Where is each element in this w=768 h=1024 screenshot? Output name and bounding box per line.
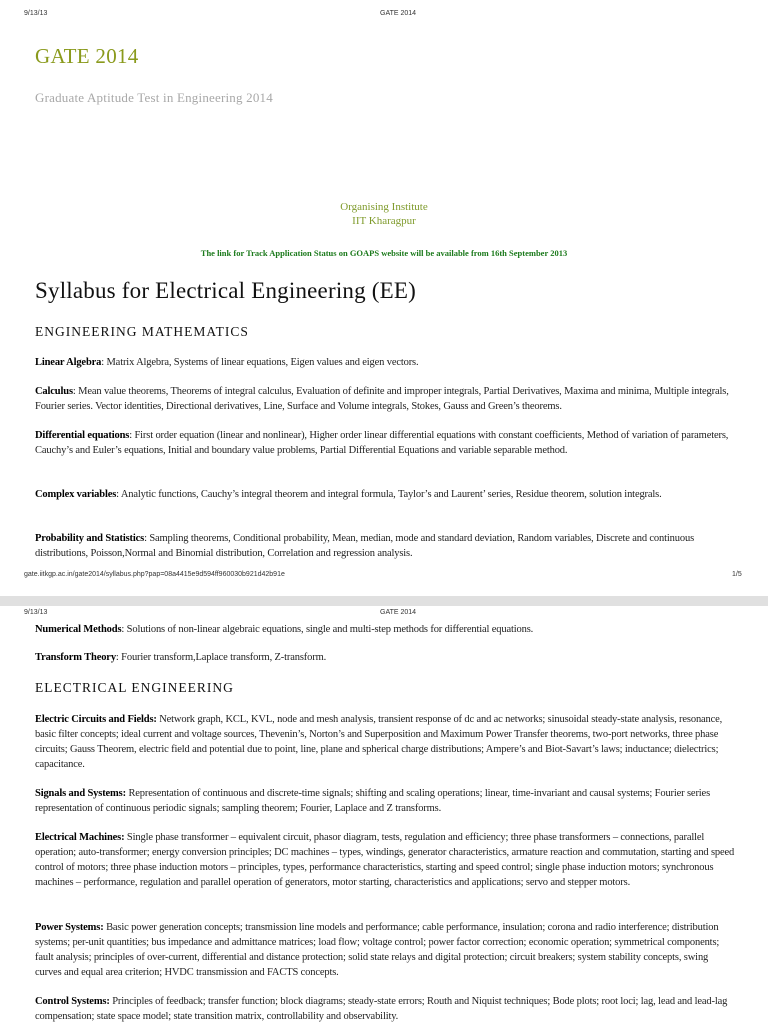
topic-text: Basic power generation concepts; transmission line models and performance; cable performance, insulation; corona and radio interference; distribution systems; per-unit quantities; bus impedance and admittance matrices; load flow; voltage control; power factor correction; economic operation; symmetrical components; fault analysis; principles of over-current, differential and distance protection; solid state relays and digital protection; circuit breakers; system stability concepts, swing curves and equal area criterion; HVDC transmission and FACTS concepts. bbox=[35, 922, 720, 978]
site-subtitle: Graduate Aptitude Test in Engineering 2014 bbox=[35, 90, 273, 105]
topic-power-systems bbox=[35, 920, 735, 980]
site-title[interactable]: GATE 2014 bbox=[35, 44, 139, 68]
topic-probability-statistics: Probability and Statistics: Sampling theorems, Conditional probability, Mean, median, mode and standard deviation, Random variables, Discrete and continuous distributions, Poisson,Normal and Binomial distribution, Correlation and regression analysis. bbox=[35, 533, 695, 559]
topic-text: Fourier transform,Laplace transform, Z-transform. bbox=[121, 652, 327, 663]
print-title: GATE 2014 bbox=[380, 609, 417, 616]
topic-text: Single phase transformer – equivalent circuit, phasor diagram, tests, regulation and efficiency; three phase transformers – connections, parallel operation; auto-transformer; energy conversion principles; DC machines – types, windings, generator characteristics, armature reaction and commutation, starting and speed control of motors; three phase induction motors – principles, types, performance characteristics, starting and speed control; single phase induction motors; synchronous machines – performance, regulation and parallel operation of generators, motor starting, characteristics and applications; servo and stepper motors. bbox=[35, 832, 735, 888]
print-date: 9/13/13 bbox=[24, 609, 48, 616]
topic-term: Numerical Methods bbox=[35, 624, 122, 635]
topic-term: Probability and Statistics bbox=[35, 533, 145, 544]
status-notice bbox=[0, 248, 768, 258]
topic-term: Differential equations bbox=[35, 430, 130, 441]
topic-transform-theory: Transform Theory: Fourier transform,Laplace transform, Z-transform. bbox=[35, 652, 327, 663]
print-title: GATE 2014 bbox=[380, 10, 417, 17]
topic-text: Mean value theorems, Theorems of integral calculus, Evaluation of definite and improper integrals, Partial Derivatives, Maxima and minima, Multiple integrals, Fourier series. Vector identities, Directional derivatives, Line, Surface and Volume integrals, Stokes, Gauss and Green’s theorems. bbox=[35, 386, 729, 412]
track-application-status-link[interactable]: Track Application Status bbox=[246, 248, 337, 258]
topic-term: Complex variables bbox=[35, 489, 117, 500]
topic-term: Calculus bbox=[35, 386, 73, 397]
topic-signals-systems bbox=[35, 786, 735, 816]
section-heading-math: ENGINEERING MATHEMATICS bbox=[35, 324, 249, 339]
topic-differential-equations: Differential equations: First order equation (linear and nonlinear), Higher order linear differential equations with constant coefficients, Method of variation of parameters, Cauchy’s and Euler’s equations, Initial and boundary value problems, Partial Differential Equations and variable separable method. bbox=[35, 430, 729, 456]
notice-suffix: on GOAPS website will be available from 16th September 2013 bbox=[336, 248, 568, 258]
page-title: Syllabus for Electrical Engineering (EE) bbox=[35, 278, 416, 303]
topic-numerical-methods: Numerical Methods: Solutions of non-linear algebraic equations, single and multi-step methods for differential equations. bbox=[35, 624, 534, 635]
topic-text: First order equation (linear and nonlinear), Higher order linear differential equations with constant coefficients, Method of variation of parameters, Cauchy’s and Euler’s equations, Initial and boundary value problems, Partial Differential Equations and variable separable method. bbox=[35, 430, 729, 456]
organiser-name: IIT Kharagpur bbox=[352, 215, 416, 227]
topic-text: Network graph, KCL, KVL, node and mesh analysis, transient response of dc and ac networks; sinusoidal steady-state analysis, resonance, basic filter concepts; ideal current and voltage sources, Thevenin’s, Norton’s and Superposition and Maximum Power Transfer theorems, two-port networks, three phase circuits; Gauss Theorem, electric field and potential due to point, line, plane and spherical charge distributions; Ampere’s and Biot-Savart’s laws; inductance; dielectrics; capacitance. bbox=[35, 714, 723, 770]
section-heading-ee: ELECTRICAL ENGINEERING bbox=[35, 680, 234, 695]
topic-term: Electric Circuits and Fields: bbox=[35, 714, 157, 725]
topic-term: Linear Algebra bbox=[35, 357, 102, 368]
topic-electric-circuits bbox=[35, 712, 735, 772]
topic-electrical-machines bbox=[35, 830, 735, 890]
page-separator bbox=[0, 596, 768, 606]
topic-linear-algebra: Linear Algebra: Matrix Algebra, Systems of linear equations, Eigen values and eigen vectors. bbox=[35, 357, 419, 368]
topic-term: Power Systems: bbox=[35, 922, 104, 933]
topic-text: Principles of feedback; transfer function; block diagrams; steady-state errors; Routh and Niquist techniques; Bode plots; root loci; lag, lead and lead-lag compensation; state space model; state transition matrix, controllability and observability. bbox=[35, 996, 728, 1022]
organiser-label: Organising Institute bbox=[340, 201, 428, 213]
topic-term: Electrical Machines: bbox=[35, 832, 125, 843]
print-url: gate.iitkgp.ac.in/gate2014/syllabus.php?pap=08a4415e9d594ff960030b921d42b91e bbox=[24, 571, 285, 578]
print-date: 9/13/13 bbox=[24, 10, 48, 17]
topic-text: Representation of continuous and discrete-time signals; shifting and scaling operations; linear, time-invariant and causal systems; Fourier series representation of continuous periodic signals; sampling theorem; Fourier, Laplace and Z transforms. bbox=[35, 788, 711, 814]
topic-term: Transform Theory bbox=[35, 652, 116, 663]
topic-term: Control Systems: bbox=[35, 996, 110, 1007]
topic-complex-variables: Complex variables: Analytic functions, Cauchy’s integral theorem and integral formula, Taylor’s and Laurent’ series, Residue theorem, solution integrals. bbox=[35, 489, 662, 500]
topic-term: Signals and Systems: bbox=[35, 788, 126, 799]
topic-text: Analytic functions, Cauchy’s integral theorem and integral formula, Taylor’s and Laurent’ series, Residue theorem, solution integrals. bbox=[120, 489, 662, 500]
topic-text: Solutions of non-linear algebraic equations, single and multi-step methods for differential equations. bbox=[126, 624, 534, 635]
topic-text: Sampling theorems, Conditional probability, Mean, median, mode and standard deviation, Random variables, Discrete and continuous distributions, Poisson,Normal and Binomial distribution, Correlation and regression analysis. bbox=[35, 533, 695, 559]
topic-control-systems bbox=[35, 994, 735, 1024]
topic-calculus: Calculus: Mean value theorems, Theorems of integral calculus, Evaluation of definite and improper integrals, Partial Derivatives, Maxima and minima, Multiple integrals, Fourier series. Vector identities, Directional derivatives, Line, Surface and Volume integrals, Stokes, Gauss and Green’s theorems. bbox=[35, 386, 729, 412]
notice-prefix: The link for bbox=[200, 248, 247, 258]
topic-text: Matrix Algebra, Systems of linear equations, Eigen values and eigen vectors. bbox=[106, 357, 419, 368]
page-number: 1/5 bbox=[732, 571, 742, 578]
